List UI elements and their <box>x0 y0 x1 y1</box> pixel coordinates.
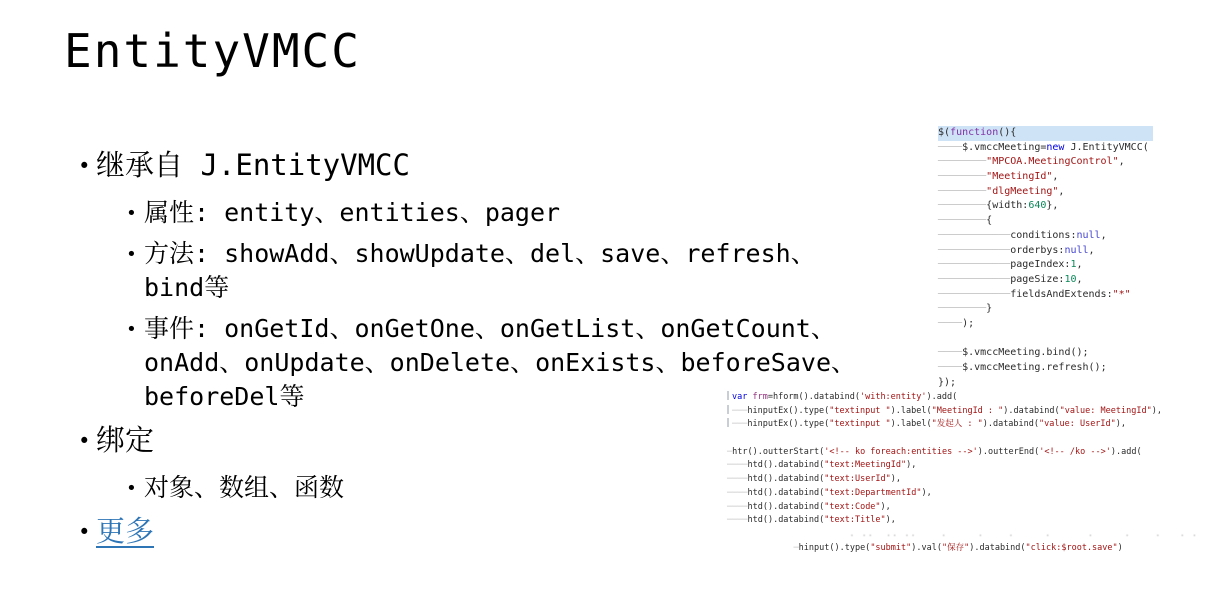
code-line <box>727 432 1167 446</box>
code-line: ────────{width:640}, <box>938 200 1059 212</box>
code-line: ────────{ <box>938 215 993 227</box>
code-snippet-top <box>938 126 1153 390</box>
code-line: }); <box>938 376 957 388</box>
code-line: ────$.vmccMeeting=new J.EntityVMCC( <box>938 141 1149 153</box>
code-line: ────htd().databind("text:DepartmentId"), <box>727 487 932 498</box>
bullet-item <box>62 146 952 184</box>
bullet-item <box>62 196 952 230</box>
bullet-text: 继承自 J.EntityVMCC <box>96 148 410 182</box>
code-line: ────htd().databind("text:Title"), <box>727 515 896 526</box>
bullet-text: 方法: showAdd、showUpdate、del、save、refresh、 bind等 <box>144 239 816 302</box>
code-line: ────htd().databind("text:UserId"), <box>727 474 902 485</box>
code-line: ────$.vmccMeeting.refresh(); <box>938 362 1107 373</box>
code-line: ───hinputEx().type("textinput ").label("MeetingId : ").databind("value: MeetingId"), <box>727 405 1167 419</box>
more-link[interactable]: 更多 <box>96 514 155 548</box>
code-line: ────────"MPCOA.MeetingControl", <box>938 156 1125 168</box>
code-line: ────────"dlgMeeting", <box>938 185 1065 197</box>
slide-title: EntityVMCC <box>64 24 361 78</box>
code-line: $(function(){ <box>938 126 1153 141</box>
code-line: ────htd().databind("text:Code"), <box>727 501 891 512</box>
bullet-text: 属性: entity、entities、pager <box>144 198 561 227</box>
bullet-icon: • <box>78 154 91 178</box>
code-line: ─htr().outterStart('<!-- ko foreach:entities -->').outterEnd('<!-- /ko -->').add( <box>727 446 1142 457</box>
bullet-icon: • <box>78 520 91 544</box>
bullet-icon: • <box>126 319 137 340</box>
change-bar-icon <box>727 405 729 414</box>
code-line: ─hinput().type("submit").val("保存").databind("click:$root.save") <box>793 542 1123 553</box>
code-line <box>938 332 1153 347</box>
code-line: var frm=hform().databind('with:entity').add( <box>727 391 1167 405</box>
code-line: ───hinputEx().type("textinput ").label("发起人 : ").databind("value: UserId"), <box>727 418 1167 432</box>
bullet-text: 事件: onGetId、onGetOne、onGetList、onGetCount、 onAdd、onUpdate、onDelete、onExists、beforeSave、 beforeDel等 <box>144 314 856 411</box>
bullet-icon: • <box>126 203 137 224</box>
code-line: ────); <box>938 317 975 329</box>
code-snippet-bottom <box>727 391 1199 555</box>
code-line: ────$.vmccMeeting.bind(); <box>938 347 1089 359</box>
code-line: ────────────conditions:null, <box>938 229 1107 241</box>
bullet-icon: • <box>126 478 137 499</box>
change-bar-icon <box>727 418 729 427</box>
bullet-text: 对象、数组、函数 <box>144 473 345 502</box>
code-line: ────────────pageIndex:1, <box>938 259 1083 271</box>
bullet-item <box>62 237 952 305</box>
code-line: ────────────fieldsAndExtends:"*" <box>938 288 1131 300</box>
code-line: ────────────orderbys:null, <box>938 244 1095 256</box>
change-bar-icon <box>727 391 729 400</box>
code-line: ────htd().databind("text:MeetingId"), <box>727 460 917 471</box>
bullet-icon: • <box>78 429 91 453</box>
bullet-icon: • <box>126 244 137 265</box>
code-line: . .. .. .. . . . . . . . . . <box>727 528 1199 539</box>
code-line: ────────"MeetingId", <box>938 171 1059 183</box>
code-line: ────────} <box>938 303 993 315</box>
code-line: ────────────pageSize:10, <box>938 273 1083 285</box>
bullet-text: 绑定 <box>96 423 155 457</box>
